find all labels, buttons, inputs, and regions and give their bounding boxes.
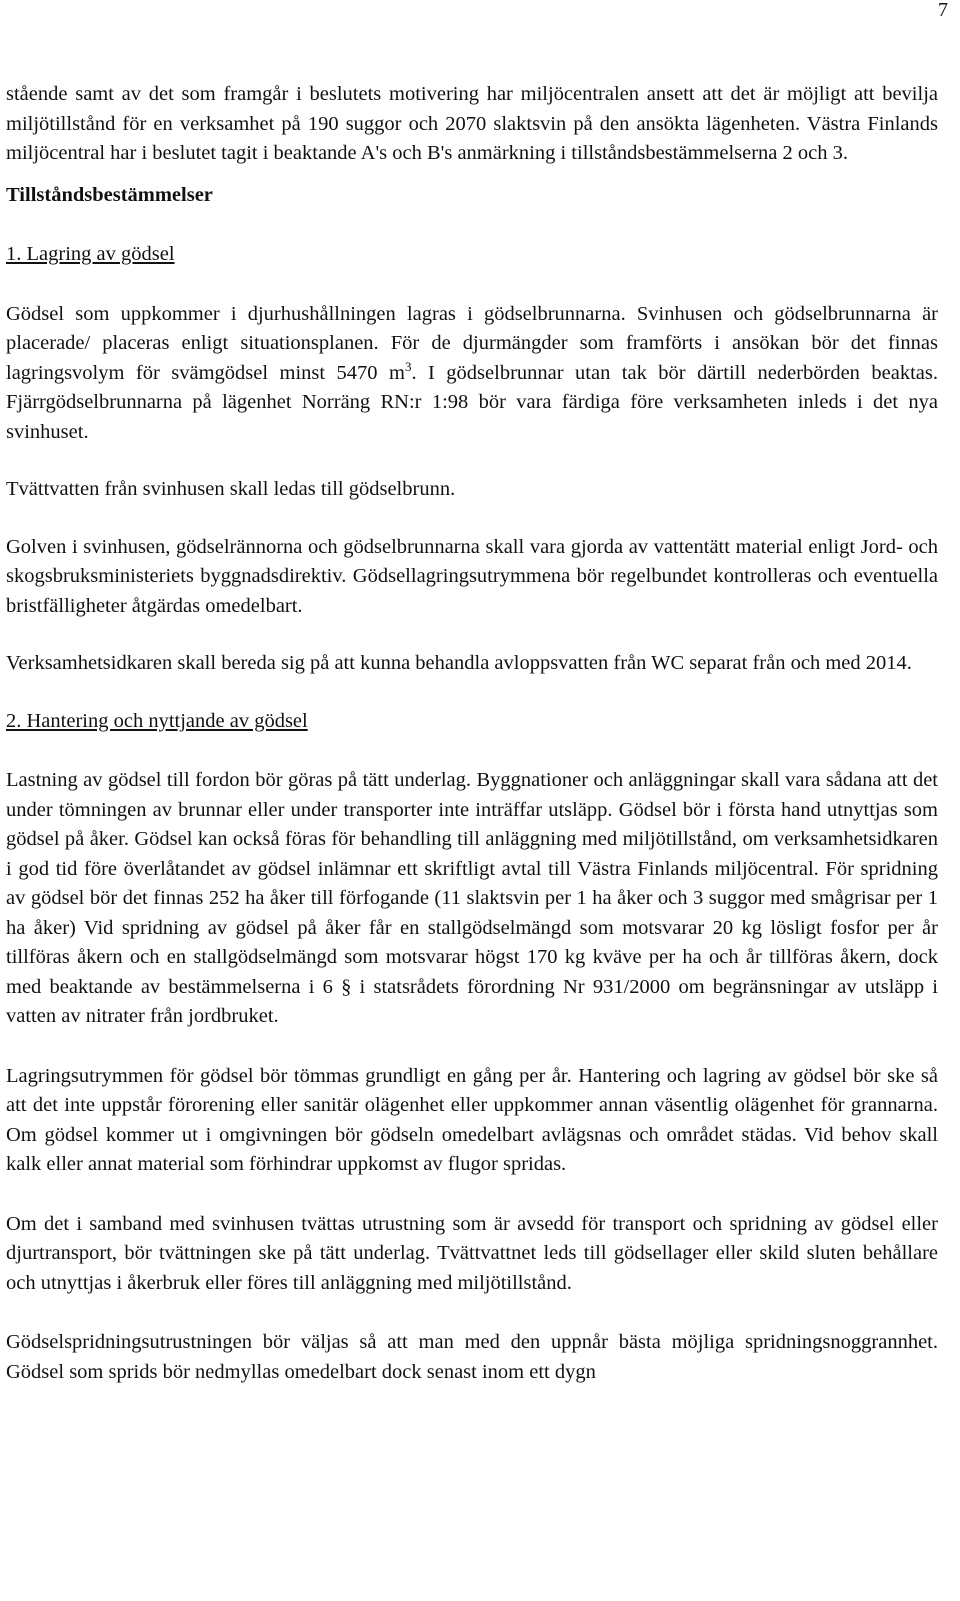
paragraph-tvattning-utrustning: Om det i samband med svinhusen tvättas utrustning som är avsedd för transport och spridning av gödsel eller djurtransport, bör tvättningen ske på tätt underlag. Tvättvattnet leds till gödsellager eller skild sluten behållare och utnyttjas i åkerbruk eller föres till anläggning med miljötillstånd.: [6, 1212, 938, 1294]
paragraph-lagring-part2: . I gödselbrunnar utan tak bör därtill nederbörden beaktas. Fjärrgödselbrunnarna på lägenhet Norräng RN:r 1:98 bör vara färdiga före verksamheten inleds i det nya svinhuset.: [6, 361, 938, 443]
paragraph-lagringsutrymmen: Lagringsutrymmen för gödsel bör tömmas grundligt en gång per år. Hantering och lagring av gödsel bör ske så att det inte uppstår förorening eller sanitär olägenhet eller uppkommer annan väsentlig olägenhet för grannarna. Om gödsel kommer ut i omgivningen bör gödseln omedelbart avlägsnas och området städas. Vid behov skall kalk eller annat material som förhindrar uppkomst av flugor spridas.: [6, 1064, 938, 1175]
paragraph-tvattvatten: Tvättvatten från svinhusen skall ledas till gödselbrunn.: [6, 478, 456, 500]
paragraph-lagring-part1: Gödsel som uppkommer i djurhushållningen lagras i gödselbrunnarna. Svinhusen och gödselbrunnarna är placerade/ placeras enligt situationsplanen. För de djurmängder som framförts i ansökan bör det finnas lagringsvolym för svämgödsel minst 5470 m: [6, 302, 938, 384]
intro-paragraph: stående samt av det som framgår i beslutets motivering har miljöcentralen ansett att det är möjligt att bevilja miljötillstånd för en verksamhet på 190 suggor och 2070 slaktsvin på den ansökta lägenheten. Västra Finlands miljöcentral har i beslutet tagit i beaktande A's och B's anmärkning i tillståndsbestämmelserna 2 och 3.: [6, 83, 938, 164]
paragraph-avloppsvatten: Verksamhetsidkaren skall bereda sig på att kunna behandla avloppsvatten från WC separat från och med 2014.: [6, 652, 912, 674]
paragraph-lagring: [6, 300, 938, 448]
document-body: [6, 80, 938, 1387]
paragraph-spridningsutrustning: Gödselspridningsutrustningen bör väljas så att man med den uppnår bästa möjliga spridningsnoggrannhet. Gödsel som sprids bör nedmyllas omedelbart dock senast inom ett dygn: [6, 1331, 938, 1383]
page-number: 7: [938, 0, 948, 21]
subheading-lagring-av-godsel: 1. Lagring av gödsel: [6, 243, 175, 265]
subheading-hantering-och-nyttjande: 2. Hantering och nyttjande av gödsel: [6, 709, 308, 732]
paragraph-golven: Golven i svinhusen, gödselrännorna och gödselbrunnarna skall vara gjorda av vattentätt material enligt Jord- och skogsbruksministeriets byggnadsdirektiv. Gödsellagringsutrymmena bör regelbundet kontrolleras och eventuella bristfälligheter åtgärdas omedelbart.: [6, 535, 938, 617]
paragraph-lastning: Lastning av gödsel till fordon bör göras på tätt underlag. Byggnationer och anläggningar skall vara sådana att det under tömningen av brunnar eller under transporter inte inträffar utsläpp. Gödsel bör i första hand utnyttjas som gödsel på åker. Gödsel kan också föras för behandling till anläggning med miljötillstånd, om verksamhetsidkaren i god tid före överlåtandet av gödsel inlämnar ett skriftligt avtal till Västra Finlands miljöcentral. För spridning av gödsel bör det finnas 252 ha åker till förfogande (11 slaktsvin per 1 ha åker och 3 suggor med smågrisar per 1 ha åker) Vid spridning av gödsel på åker får en stallgödselmängd som motsvarar 20 kg lösligt fosfor per år tillföras åkern och en stallgödselmängd som motsvarar högst 170 kg kväve per ha och år tillföras åkern, dock med beaktande av bestämmelserna i 6 § i statsrådets förordning Nr 931/2000 om begränsningar av utsläpp i vatten av nitrater från jordbruket.: [6, 769, 938, 1027]
section-heading-tillstandsbestammelser: Tillståndsbestämmelser: [6, 183, 213, 206]
superscript-cubic: 3: [404, 358, 412, 374]
